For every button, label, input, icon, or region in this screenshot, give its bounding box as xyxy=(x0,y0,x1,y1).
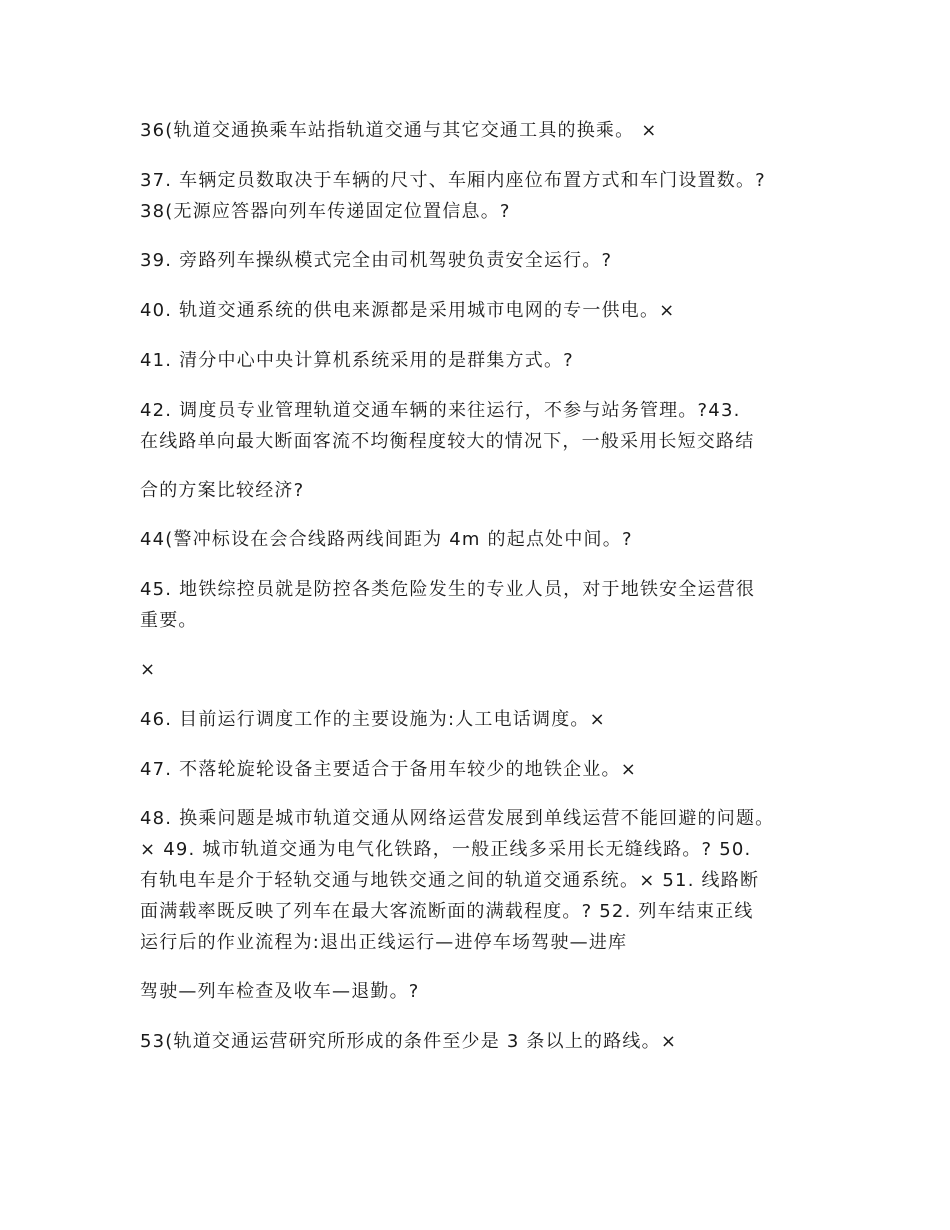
text-line: 42. 调度员专业管理轨道交通车辆的来往运行，不参与站务管理。?43. xyxy=(140,400,741,421)
text-line: × xyxy=(140,659,157,680)
text-line: 合的方案比较经济? xyxy=(140,480,305,501)
text-line: 39. 旁路列车操纵模式完全由司机驾驶负责安全运行。? xyxy=(140,250,613,271)
text-line: 41. 清分中心中央计算机系统采用的是群集方式。? xyxy=(140,350,574,371)
text-line: 重要。 xyxy=(140,610,198,631)
text-line: 48. 换乘问题是城市轨道交通从网络运营发展到单线运营不能回避的问题。 xyxy=(140,808,775,829)
text-line: 44(警冲标设在会合线路两线间距为 4m 的起点处中间。? xyxy=(140,529,633,550)
text-line: 面满载率既反映了列车在最大客流断面的满载程度。? 52. 列车结束正线 xyxy=(140,901,754,922)
text-line: 运行后的作业流程为:退出正线运行—进停车场驾驶—进库 xyxy=(140,932,628,953)
text-line: 37. 车辆定员数取决于车辆的尺寸、车厢内座位布置方式和车门设置数。? xyxy=(140,170,766,191)
text-line: 36(轨道交通换乘车站指轨道交通与其它交通工具的换乘。 × xyxy=(140,120,658,141)
text-line: 46. 目前运行调度工作的主要设施为:人工电话调度。× xyxy=(140,709,606,730)
text-line: 驾驶—列车检查及收车—退勤。? xyxy=(140,981,420,1002)
text-line: 有轨电车是介于轻轨交通与地铁交通之间的轨道交通系统。× 51. 线路断 xyxy=(140,870,760,891)
text-line: 53(轨道交通运营研究所形成的条件至少是 3 条以上的路线。× xyxy=(140,1031,678,1052)
text-line: × 49. 城市轨道交通为电气化铁路，一般正线多采用长无缝线路。? 50. xyxy=(140,839,752,860)
text-line: 40. 轨道交通系统的供电来源都是采用城市电网的专一供电。× xyxy=(140,300,676,321)
text-line: 45. 地铁综控员就是防控各类危险发生的专业人员，对于地铁安全运营很 xyxy=(140,579,756,600)
text-line: 在线路单向最大断面客流不均衡程度较大的情况下，一般采用长短交路结 xyxy=(140,431,755,452)
text-line: 38(无源应答器向列车传递固定位置信息。? xyxy=(140,201,511,222)
text-line: 47. 不落轮旋轮设备主要适合于备用车较少的地铁企业。× xyxy=(140,759,638,780)
